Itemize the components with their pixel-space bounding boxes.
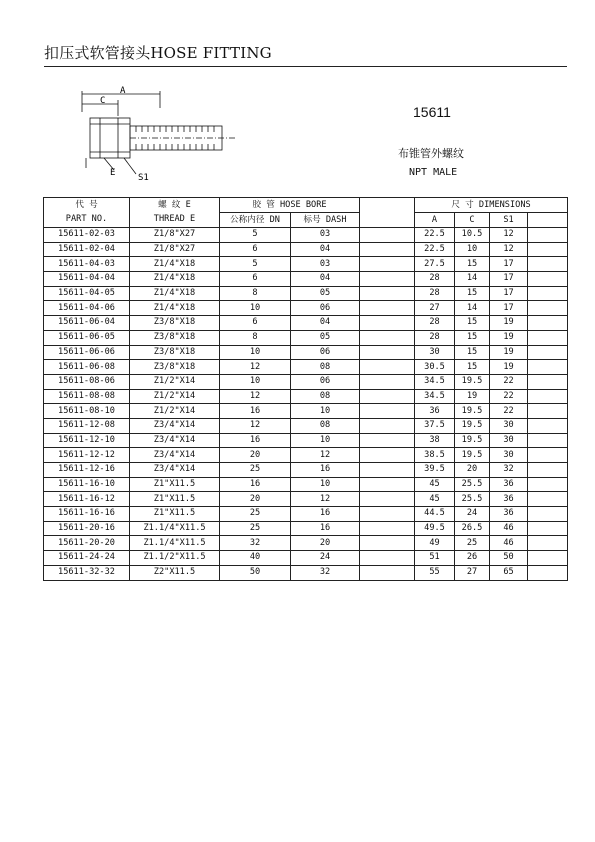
a-cell: 22.5: [415, 228, 455, 243]
a-cell: 39.5: [415, 463, 455, 478]
blank-cell: [360, 492, 415, 507]
a-cell: 30: [415, 345, 455, 360]
dim-e-label: E: [110, 168, 116, 178]
table-row: [44, 330, 568, 345]
extra-cell: [528, 536, 568, 551]
dn-cell: 10: [220, 374, 291, 389]
extra-cell: [528, 257, 568, 272]
s1-cell: 30: [490, 448, 528, 463]
extra-cell: [528, 418, 568, 433]
table-row: [44, 345, 568, 360]
part-no-cell: 15611-12-08: [44, 418, 130, 433]
s1-cell: 17: [490, 301, 528, 316]
dash-cell: 16: [291, 521, 360, 536]
a-cell: 51: [415, 551, 455, 566]
dn-cell: 5: [220, 228, 291, 243]
table-row: [44, 507, 568, 522]
part-no-cell: 15611-02-03: [44, 228, 130, 243]
dn-cell: 40: [220, 551, 291, 566]
s1-cell: 36: [490, 477, 528, 492]
s1-cell: 50: [490, 551, 528, 566]
blank-cell: [360, 389, 415, 404]
blank-cell: [360, 448, 415, 463]
dash-cell: 12: [291, 448, 360, 463]
table-row: [44, 565, 568, 580]
blank-cell: [360, 536, 415, 551]
part-no-cell: 15611-08-06: [44, 374, 130, 389]
c-cell: 25: [455, 536, 490, 551]
header-a: A: [415, 213, 455, 228]
dash-cell: 12: [291, 492, 360, 507]
extra-cell: [528, 477, 568, 492]
c-cell: 20: [455, 463, 490, 478]
fitting-drawing: [76, 86, 246, 186]
a-cell: 37.5: [415, 418, 455, 433]
page-title: 扣压式软管接头HOSE FITTING: [44, 44, 272, 62]
c-cell: 19.5: [455, 448, 490, 463]
table-row: [44, 316, 568, 331]
s1-cell: 19: [490, 316, 528, 331]
thread-cell: Z2"X11.5: [130, 565, 220, 580]
part-no-cell: 15611-12-10: [44, 433, 130, 448]
table-row: [44, 418, 568, 433]
blank-cell: [360, 286, 415, 301]
dn-cell: 20: [220, 448, 291, 463]
dash-cell: 06: [291, 301, 360, 316]
thread-cell: Z1/4"X18: [130, 301, 220, 316]
c-cell: 25.5: [455, 492, 490, 507]
dn-cell: 12: [220, 418, 291, 433]
thread-cell: Z3/8"X18: [130, 330, 220, 345]
thread-cell: Z1"X11.5: [130, 492, 220, 507]
thread-cell: Z3/4"X14: [130, 463, 220, 478]
extra-cell: [528, 228, 568, 243]
part-no-cell: 15611-06-04: [44, 316, 130, 331]
dash-cell: 03: [291, 257, 360, 272]
table-row: [44, 433, 568, 448]
c-cell: 24: [455, 507, 490, 522]
dn-cell: 12: [220, 389, 291, 404]
extra-cell: [528, 374, 568, 389]
thread-cell: Z1"X11.5: [130, 477, 220, 492]
part-no-cell: 15611-16-16: [44, 507, 130, 522]
c-cell: 19.5: [455, 418, 490, 433]
dash-cell: 05: [291, 286, 360, 301]
a-cell: 45: [415, 477, 455, 492]
extra-cell: [528, 389, 568, 404]
blank-cell: [360, 360, 415, 375]
thread-cell: Z1/2"X14: [130, 374, 220, 389]
extra-cell: [528, 448, 568, 463]
s1-cell: 32: [490, 463, 528, 478]
dash-cell: 05: [291, 330, 360, 345]
dim-s1-label: S1: [138, 173, 149, 183]
dash-cell: 20: [291, 536, 360, 551]
dn-cell: 20: [220, 492, 291, 507]
extra-cell: [528, 345, 568, 360]
header-blank-2: [360, 213, 415, 228]
blank-cell: [360, 374, 415, 389]
extra-cell: [528, 507, 568, 522]
extra-cell: [528, 463, 568, 478]
dn-cell: 16: [220, 404, 291, 419]
blank-cell: [360, 228, 415, 243]
s1-cell: 17: [490, 272, 528, 287]
header-dn: 公称内径 DN: [220, 213, 291, 228]
table-row: [44, 389, 568, 404]
s1-cell: 22: [490, 374, 528, 389]
dash-cell: 16: [291, 507, 360, 522]
dash-cell: 10: [291, 433, 360, 448]
thread-cell: Z1.1/4"X11.5: [130, 536, 220, 551]
part-no-cell: 15611-32-32: [44, 565, 130, 580]
c-cell: 19.5: [455, 404, 490, 419]
table-row: [44, 521, 568, 536]
s1-cell: 19: [490, 330, 528, 345]
a-cell: 55: [415, 565, 455, 580]
blank-cell: [360, 477, 415, 492]
a-cell: 49: [415, 536, 455, 551]
a-cell: 28: [415, 272, 455, 287]
c-cell: 10: [455, 242, 490, 257]
part-no-cell: 15611-12-16: [44, 463, 130, 478]
extra-cell: [528, 316, 568, 331]
extra-cell: [528, 404, 568, 419]
part-no-cell: 15611-06-06: [44, 345, 130, 360]
dn-cell: 12: [220, 360, 291, 375]
s1-cell: 12: [490, 242, 528, 257]
part-no-cell: 15611-06-08: [44, 360, 130, 375]
header-c: C: [455, 213, 490, 228]
part-no-cell: 15611-04-06: [44, 301, 130, 316]
thread-cell: Z3/4"X14: [130, 448, 220, 463]
header-thread-en: THREAD E: [130, 213, 220, 228]
blank-cell: [360, 463, 415, 478]
thread-cell: Z3/4"X14: [130, 433, 220, 448]
blank-cell: [360, 301, 415, 316]
header-part-en: PART NO.: [44, 213, 130, 228]
dn-cell: 32: [220, 536, 291, 551]
thread-cell: Z3/4"X14: [130, 418, 220, 433]
thread-cell: Z1/8"X27: [130, 242, 220, 257]
extra-cell: [528, 330, 568, 345]
table-row: [44, 448, 568, 463]
table-row: [44, 551, 568, 566]
table-row: [44, 228, 568, 243]
blank-cell: [360, 507, 415, 522]
c-cell: 26: [455, 551, 490, 566]
blank-cell: [360, 257, 415, 272]
extra-cell: [528, 521, 568, 536]
table-row: [44, 477, 568, 492]
a-cell: 22.5: [415, 242, 455, 257]
blank-cell: [360, 565, 415, 580]
blank-cell: [360, 433, 415, 448]
a-cell: 44.5: [415, 507, 455, 522]
thread-cell: Z1/2"X14: [130, 389, 220, 404]
thread-cell: Z1.1/4"X11.5: [130, 521, 220, 536]
s1-cell: 19: [490, 345, 528, 360]
part-no-cell: 15611-04-04: [44, 272, 130, 287]
c-cell: 10.5: [455, 228, 490, 243]
a-cell: 34.5: [415, 374, 455, 389]
dn-cell: 25: [220, 507, 291, 522]
s1-cell: 46: [490, 536, 528, 551]
table-row: [44, 257, 568, 272]
s1-cell: 17: [490, 286, 528, 301]
header-s1: S1: [490, 213, 528, 228]
c-cell: 26.5: [455, 521, 490, 536]
blank-cell: [360, 521, 415, 536]
table-row: [44, 301, 568, 316]
dash-cell: 04: [291, 242, 360, 257]
extra-cell: [528, 565, 568, 580]
header-extra: [528, 213, 568, 228]
dn-cell: 5: [220, 257, 291, 272]
c-cell: 15: [455, 360, 490, 375]
dn-cell: 10: [220, 301, 291, 316]
dash-cell: 06: [291, 374, 360, 389]
c-cell: 19.5: [455, 374, 490, 389]
header-dash: 标号 DASH: [291, 213, 360, 228]
thread-cell: Z1.1/2"X11.5: [130, 551, 220, 566]
c-cell: 15: [455, 316, 490, 331]
header-part-cn: 代 号: [44, 198, 130, 213]
c-cell: 19.5: [455, 433, 490, 448]
dash-cell: 08: [291, 418, 360, 433]
s1-cell: 36: [490, 492, 528, 507]
extra-cell: [528, 551, 568, 566]
thread-cell: Z3/8"X18: [130, 360, 220, 375]
s1-cell: 17: [490, 257, 528, 272]
a-cell: 28: [415, 330, 455, 345]
s1-cell: 30: [490, 418, 528, 433]
dn-cell: 10: [220, 345, 291, 360]
header-hose-bore: 胶 管 HOSE BORE: [220, 198, 360, 213]
table-row: [44, 404, 568, 419]
table-row: [44, 463, 568, 478]
dash-cell: 04: [291, 316, 360, 331]
part-no-cell: 15611-06-05: [44, 330, 130, 345]
table-row: [44, 286, 568, 301]
c-cell: 15: [455, 257, 490, 272]
part-no-cell: 15611-16-10: [44, 477, 130, 492]
part-no-cell: 15611-24-24: [44, 551, 130, 566]
description-en: NPT MALE: [409, 167, 458, 178]
a-cell: 34.5: [415, 389, 455, 404]
dash-cell: 16: [291, 463, 360, 478]
c-cell: 14: [455, 301, 490, 316]
blank-cell: [360, 551, 415, 566]
dash-cell: 08: [291, 389, 360, 404]
thread-cell: Z3/8"X18: [130, 345, 220, 360]
dn-cell: 50: [220, 565, 291, 580]
blank-cell: [360, 242, 415, 257]
dn-cell: 8: [220, 286, 291, 301]
extra-cell: [528, 286, 568, 301]
a-cell: 49.5: [415, 521, 455, 536]
table-row: [44, 272, 568, 287]
extra-cell: [528, 360, 568, 375]
s1-cell: 22: [490, 404, 528, 419]
a-cell: 38.5: [415, 448, 455, 463]
dash-cell: 10: [291, 477, 360, 492]
blank-cell: [360, 316, 415, 331]
blank-cell: [360, 404, 415, 419]
c-cell: 27: [455, 565, 490, 580]
thread-cell: Z1/4"X18: [130, 257, 220, 272]
part-no-cell: 15611-08-08: [44, 389, 130, 404]
extra-cell: [528, 433, 568, 448]
extra-cell: [528, 272, 568, 287]
description-cn: 布锥管外螺纹: [398, 147, 464, 160]
blank-cell: [360, 418, 415, 433]
dn-cell: 6: [220, 272, 291, 287]
c-cell: 25.5: [455, 477, 490, 492]
blank-cell: [360, 272, 415, 287]
dash-cell: 03: [291, 228, 360, 243]
dn-cell: 6: [220, 316, 291, 331]
dn-cell: 6: [220, 242, 291, 257]
dim-a-label: A: [120, 86, 126, 96]
s1-cell: 46: [490, 521, 528, 536]
dash-cell: 06: [291, 345, 360, 360]
header-thread-cn: 螺 纹 E: [130, 198, 220, 213]
extra-cell: [528, 301, 568, 316]
a-cell: 45: [415, 492, 455, 507]
blank-cell: [360, 330, 415, 345]
s1-cell: 65: [490, 565, 528, 580]
table-row: [44, 242, 568, 257]
blank-cell: [360, 345, 415, 360]
dn-cell: 16: [220, 477, 291, 492]
header-blank: [360, 198, 415, 213]
c-cell: 14: [455, 272, 490, 287]
thread-cell: Z1"X11.5: [130, 507, 220, 522]
part-no-cell: 15611-08-10: [44, 404, 130, 419]
table-row: [44, 360, 568, 375]
a-cell: 30.5: [415, 360, 455, 375]
dn-cell: 8: [220, 330, 291, 345]
c-cell: 15: [455, 345, 490, 360]
a-cell: 36: [415, 404, 455, 419]
dash-cell: 24: [291, 551, 360, 566]
dash-cell: 10: [291, 404, 360, 419]
dash-cell: 08: [291, 360, 360, 375]
thread-cell: Z1/2"X14: [130, 404, 220, 419]
spec-table: [43, 197, 568, 581]
extra-cell: [528, 242, 568, 257]
table-row: [44, 374, 568, 389]
s1-cell: 30: [490, 433, 528, 448]
s1-cell: 12: [490, 228, 528, 243]
c-cell: 19: [455, 389, 490, 404]
part-no-cell: 15611-16-12: [44, 492, 130, 507]
s1-cell: 19: [490, 360, 528, 375]
table-row: [44, 492, 568, 507]
part-no-cell: 15611-04-03: [44, 257, 130, 272]
a-cell: 28: [415, 316, 455, 331]
thread-cell: Z3/8"X18: [130, 316, 220, 331]
s1-cell: 22: [490, 389, 528, 404]
dim-c-label: C: [100, 96, 106, 106]
dn-cell: 25: [220, 463, 291, 478]
dash-cell: 32: [291, 565, 360, 580]
thread-cell: Z1/8"X27: [130, 228, 220, 243]
a-cell: 28: [415, 286, 455, 301]
part-no-cell: 15611-02-04: [44, 242, 130, 257]
dn-cell: 25: [220, 521, 291, 536]
a-cell: 27: [415, 301, 455, 316]
thread-cell: Z1/4"X18: [130, 286, 220, 301]
c-cell: 15: [455, 286, 490, 301]
part-no-cell: 15611-12-12: [44, 448, 130, 463]
table-row: [44, 536, 568, 551]
a-cell: 27.5: [415, 257, 455, 272]
s1-cell: 36: [490, 507, 528, 522]
header-dimensions: 尺 寸 DIMENSIONS: [415, 198, 568, 213]
part-no-cell: 15611-20-16: [44, 521, 130, 536]
thread-cell: Z1/4"X18: [130, 272, 220, 287]
c-cell: 15: [455, 330, 490, 345]
extra-cell: [528, 492, 568, 507]
part-no-cell: 15611-04-05: [44, 286, 130, 301]
a-cell: 38: [415, 433, 455, 448]
part-code: 15611: [413, 104, 451, 120]
part-no-cell: 15611-20-20: [44, 536, 130, 551]
dn-cell: 16: [220, 433, 291, 448]
title-divider: [44, 66, 567, 67]
dash-cell: 04: [291, 272, 360, 287]
